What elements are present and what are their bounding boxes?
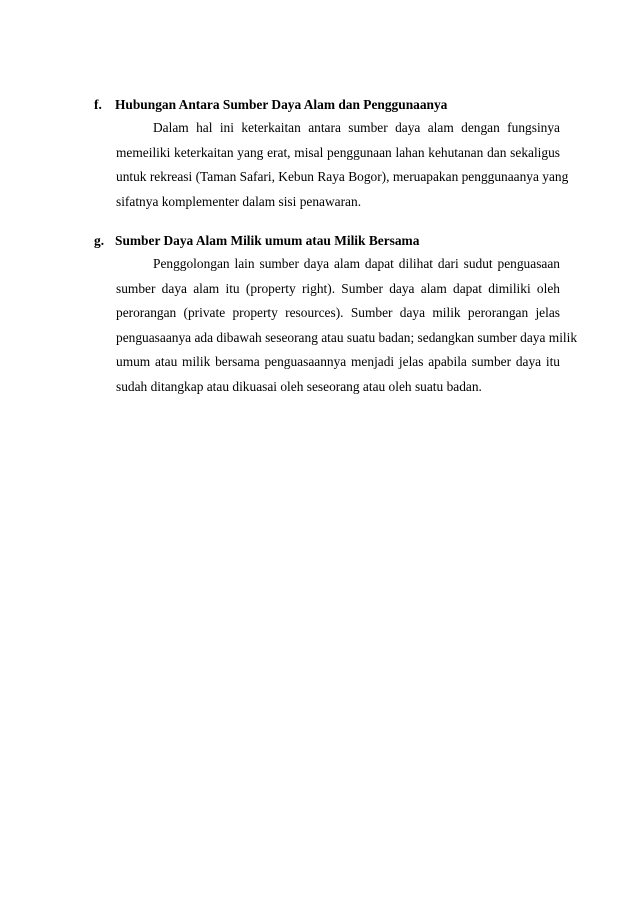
- paragraph-line: umum atau milik bersama penguasaannya menjadi jelas apabila sumber daya itu: [116, 354, 560, 370]
- paragraph-line: memeiliki keterkaitan yang erat, misal penggunaan lahan kehutanan dan sekaligus: [116, 144, 560, 160]
- section-heading: [94, 230, 560, 252]
- section-paragraph: [116, 116, 569, 214]
- section-title: Hubungan Antara Sumber Daya Alam dan Penggunaanya: [115, 97, 448, 112]
- section-heading: [94, 94, 560, 116]
- italic-term: (private property resources).: [183, 305, 344, 321]
- paragraph-line: Dalam hal ini keterkaitan antara sumber daya alam dengan fungsinya: [153, 120, 560, 135]
- paragraph-line: penguasaanya ada dibawah seseorang atau suatu badan; sedangkan sumber daya milik: [116, 329, 578, 345]
- italic-term: (property right): [245, 280, 332, 296]
- section-paragraph: [116, 252, 578, 400]
- section-g: [94, 230, 578, 400]
- paragraph-line: sudah ditangkap atau dikuasai oleh seseorang atau oleh suatu badan.: [116, 378, 482, 394]
- paragraph-line: Penggolongan lain sumber daya alam dapat dilihat dari sudut penguasaan: [153, 256, 560, 271]
- paragraph-line: [116, 277, 560, 302]
- section-title: Sumber Daya Alam Milik umum atau Milik Bersama: [115, 233, 420, 248]
- section-f: [94, 94, 569, 214]
- text-run: perorangan: [116, 305, 184, 321]
- paragraph-line: sifatnya komplementer dalam sisi penawaran.: [116, 193, 362, 209]
- section-marker: f.: [94, 97, 102, 112]
- text-run: . Sumber daya alam dapat dimiliki oleh: [331, 280, 560, 296]
- text-run: sumber daya alam itu: [116, 280, 246, 296]
- section-marker: g.: [94, 233, 105, 248]
- text-run: Sumber daya milik perorangan jelas: [343, 305, 560, 321]
- paragraph-line: untuk rekreasi (Taman Safari, Kebun Raya Bogor), meruapakan penggunaanya yang: [116, 169, 569, 185]
- paragraph-line: [116, 301, 560, 326]
